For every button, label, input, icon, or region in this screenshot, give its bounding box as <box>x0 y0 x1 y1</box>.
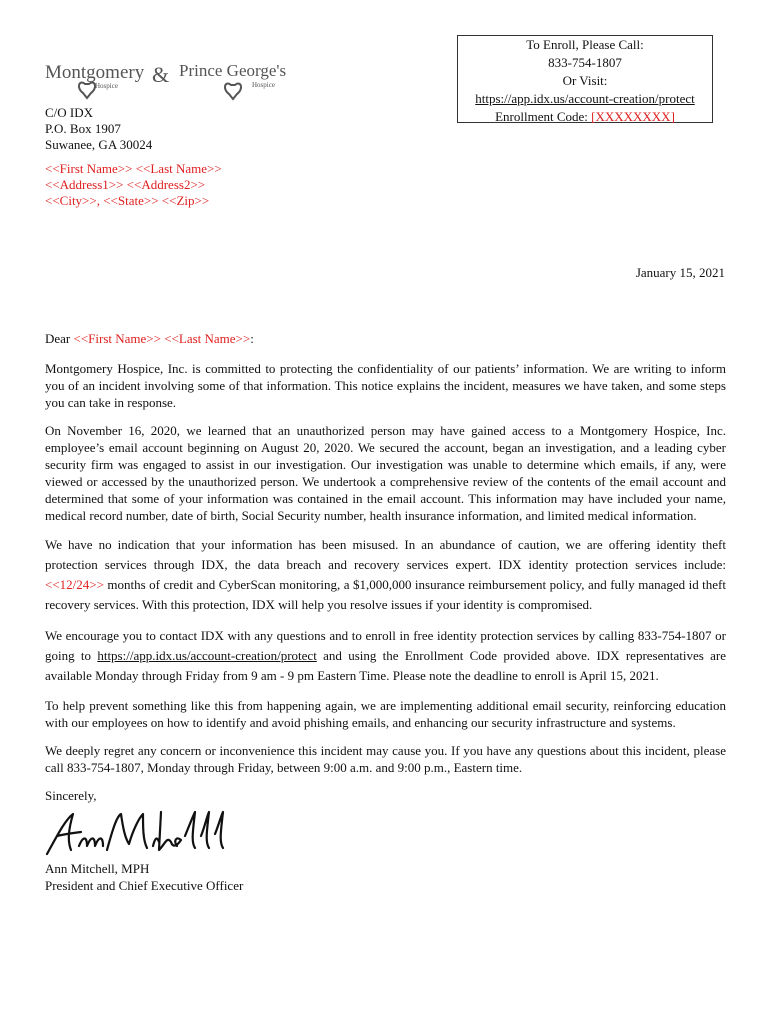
logo-montgomery-sub: Hospice <box>95 82 118 90</box>
enroll-body-link[interactable]: https://app.idx.us/account-creation/protect <box>97 648 317 663</box>
enrollment-code-label: Enrollment Code: <box>495 109 588 124</box>
enrollment-code-value: [XXXXXXXX] <box>591 109 675 124</box>
paragraph-incident: On November 16, 2020, we learned that an unauthorized person may have gained access to a Montgomery Hospice, Inc. employee’s email account beginning on August 20, 2020. We secured the account, began an investigation, and a leading cyber security firm was engaged to assist in our investigation. Our investigation was unable to determine which emails, if any, were viewed or accessed by the unauthorized person. We undertook a comprehensive review of the contents of the email account and determined that some of your information was contained in the email account. This information may have included your name, medical record number, date of birth, Social Security number, health insurance information, and limited medical information. <box>45 423 726 523</box>
logo-princegeorges: Prince George's <box>179 61 287 80</box>
protection-text-a: We have no indication that your information has been misused. In an abundance of caution, we are offering identity theft protection services through IDX, the data breach and recovery services expert. IDX identity protection services include: <box>45 537 726 572</box>
closing: Sincerely, <box>45 788 97 803</box>
enroll-or-visit: Or Visit: <box>562 73 608 88</box>
enrollment-code-line <box>458 108 712 126</box>
signature <box>43 806 233 860</box>
signer-name: Ann Mitchell, MPH <box>45 861 150 876</box>
return-address-line3: Suwanee, GA 30024 <box>45 137 153 152</box>
salutation-prefix: Dear <box>45 331 74 346</box>
return-address-line1: C/O IDX <box>45 105 94 120</box>
signer-title: President and Chief Executive Officer <box>45 878 244 893</box>
enroll-phone[interactable]: 833-754-1807 <box>548 55 622 70</box>
logo-ampersand: & <box>152 62 170 87</box>
return-address-line2: P.O. Box 1907 <box>45 121 121 136</box>
recipient-name: <<First Name>> <<Last Name>> <box>45 161 222 176</box>
enrollment-box <box>457 35 713 123</box>
paragraph-intro: Montgomery Hospice, Inc. is committed to protecting the confidentiality of our patients’ information. We are writing to inform you of an incident involving some of that information. This notice explains the incident, measures we have taken, and some steps you can take in response. <box>45 361 726 410</box>
logo-princegeorges-sub: Hospice <box>252 81 275 89</box>
recipient-city: <<City>>, <<State>> <<Zip>> <box>45 193 210 208</box>
salutation <box>45 330 726 347</box>
return-address <box>45 105 152 153</box>
recipient-street: <<Address1>> <<Address2>> <box>45 177 206 192</box>
letter-date: January 15, 2021 <box>635 265 725 280</box>
salutation-name: <<First Name>> <<Last Name>> <box>73 331 251 346</box>
months-placeholder: <<12/24>> <box>45 577 104 592</box>
salutation-suffix: : <box>250 331 254 346</box>
paragraph-enroll <box>45 626 726 686</box>
protection-text-b: months of credit and CyberScan monitoring, a $1,000,000 insurance reimbursement policy, and fully managed id theft recovery services. With this protection, IDX will help you resolve issues if your identity is compromised. <box>45 577 726 612</box>
recipient-address <box>45 161 222 209</box>
letter-body <box>45 330 726 894</box>
paragraph-regret: We deeply regret any concern or inconvenience this incident may cause you. If you have any questions about this incident, please call 833-754-1807, Monday through Friday, between 9:00 a.m. and 9:00 p.m., Eastern time. <box>45 743 726 775</box>
logo-montgomery: Montgomery <box>45 62 145 83</box>
enroll-text-a: We encourage you to contact IDX with any questions and to enroll in free identity protection services by calling 833-754-1807 or going to <box>45 628 726 663</box>
heart-icon <box>225 84 241 99</box>
paragraph-protection <box>45 535 726 615</box>
heart-icon <box>79 83 95 98</box>
hospice-logo <box>45 58 295 108</box>
paragraph-prevention: To help prevent something like this from happening again, we are implementing additional email security, reinforcing education with our employees on how to identify and avoid phishing emails, and enhancing our security infrastructure and systems. <box>45 698 726 730</box>
enroll-heading: To Enroll, Please Call: <box>526 37 644 52</box>
enroll-text-b: and using the Enrollment Code provided above. IDX representatives are available Monday through Friday from 9 am - 9 pm Eastern Time. Please note the deadline to enroll is April 15, 2021. <box>45 648 726 683</box>
enroll-url-link[interactable]: https://app.idx.us/account-creation/protect <box>475 91 695 106</box>
